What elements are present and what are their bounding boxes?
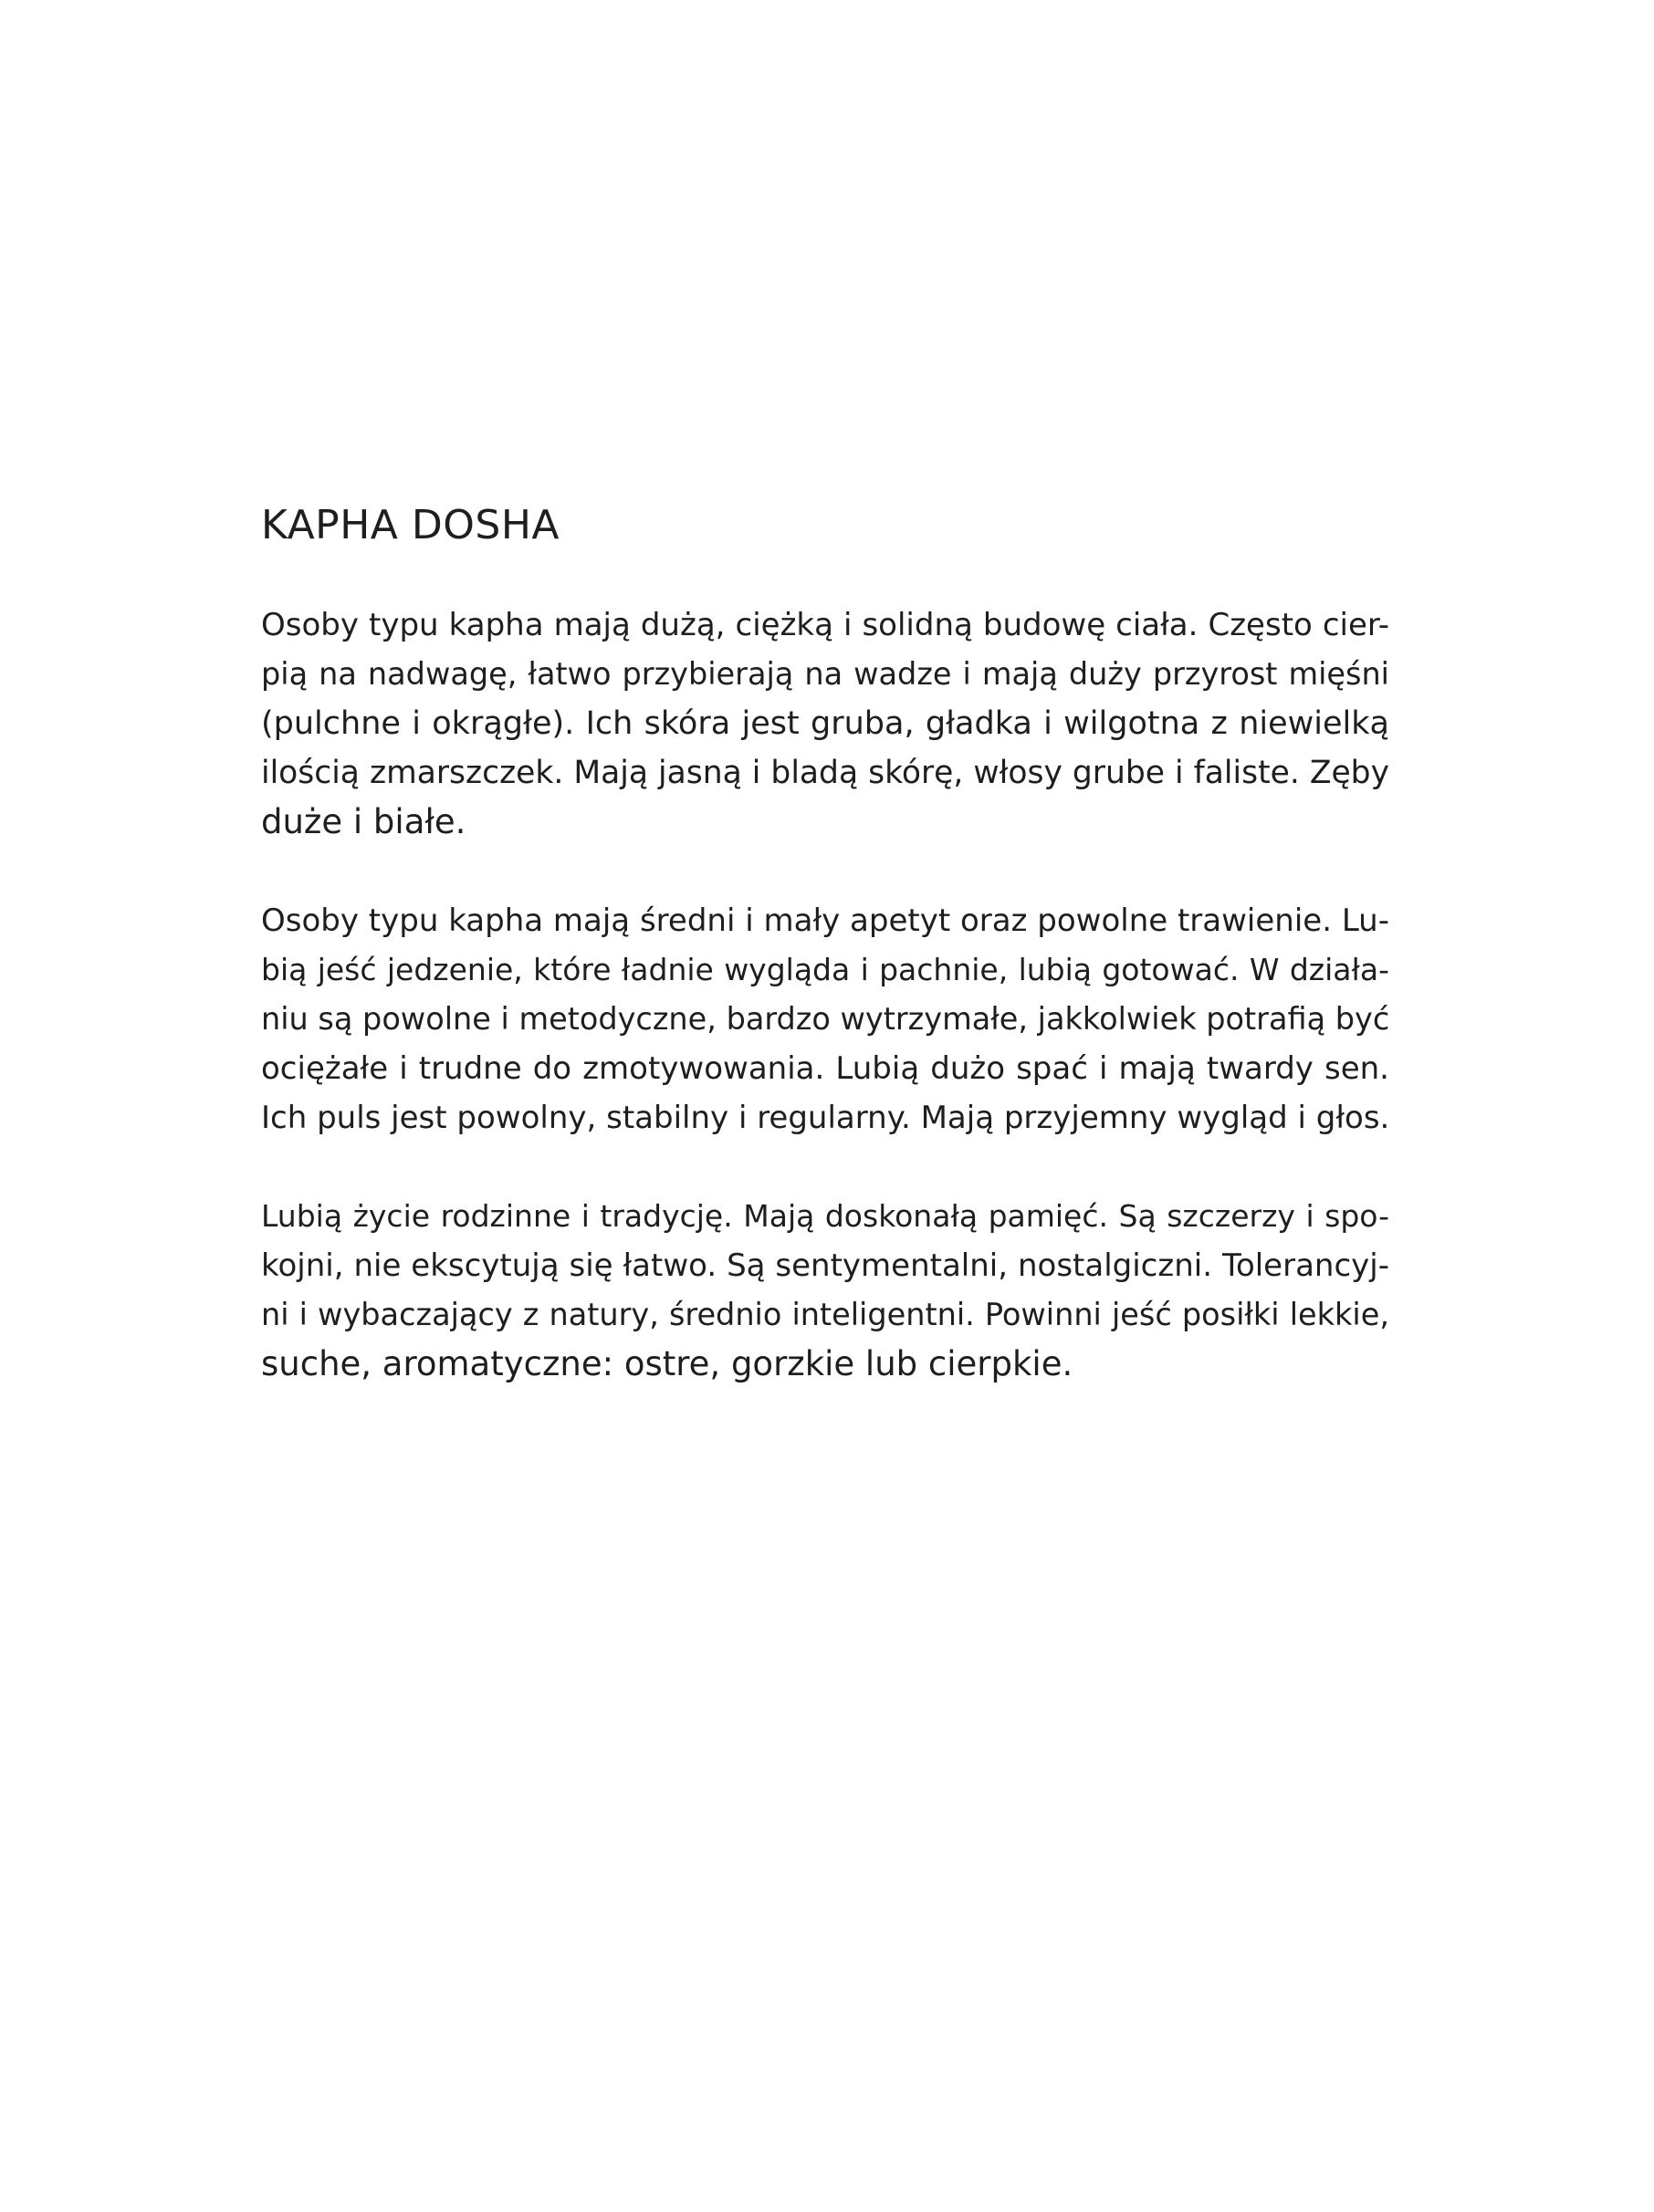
section-heading: KAPHA DOSHA [261, 502, 560, 548]
text-line: Lubią życie rodzinne i tradycję. Mają doskonałą pamięć. Są szczerzy i spo- [261, 1198, 1389, 1234]
text-line: duże i białe. [261, 802, 466, 841]
text-line: Osoby typu kapha mają średni i mały apetyt oraz powolne trawienie. Lu- [261, 903, 1389, 939]
text-line: Osoby typu kapha mają dużą, ciężką i solidną budowę ciała. Często cier- [261, 607, 1389, 643]
text-line: pią na nadwagę, łatwo przybierają na wadze i mają duży przyrost mięśni [261, 656, 1389, 692]
text-line: (pulchne i okrągłe). Ich skóra jest gruba, gładka i wilgotna z niewielką [261, 705, 1389, 742]
text-line: niu są powolne i metodyczne, bardzo wytrzymałe, jakkolwiek potrafią być [261, 1001, 1390, 1037]
paragraph-character [261, 1192, 1389, 1389]
text-line: bią jeść jedzenie, które ładnie wygląda i pachnie, lubią gotować. W działa- [261, 952, 1389, 987]
text-line: ilością zmarszczek. Mają jasną i bladą skórę, włosy grube i faliste. Zęby [261, 755, 1389, 791]
paragraph-body-build [261, 600, 1389, 847]
text-line: kojni, nie ekscytują się łatwo. Są sentymentalni, nostalgiczni. Tolerancyj- [261, 1247, 1389, 1284]
page-content [261, 500, 1389, 1438]
text-line: ni i wybaczający z natury, średnio inteligentni. Powinni jeść posiłki lekkie, [261, 1297, 1389, 1332]
text-line: suche, aromatyczne: ostre, gorzkie lub cierpkie. [261, 1344, 1073, 1383]
text-line: Ich puls jest powolny, stabilny i regularny. Mają przyjemny wygląd i głos. [261, 1100, 1390, 1136]
paragraph-appetite [261, 896, 1389, 1143]
text-line: ociężałe i trudne do zmotywowania. Lubią dużo spać i mają twardy sen. [261, 1050, 1389, 1087]
